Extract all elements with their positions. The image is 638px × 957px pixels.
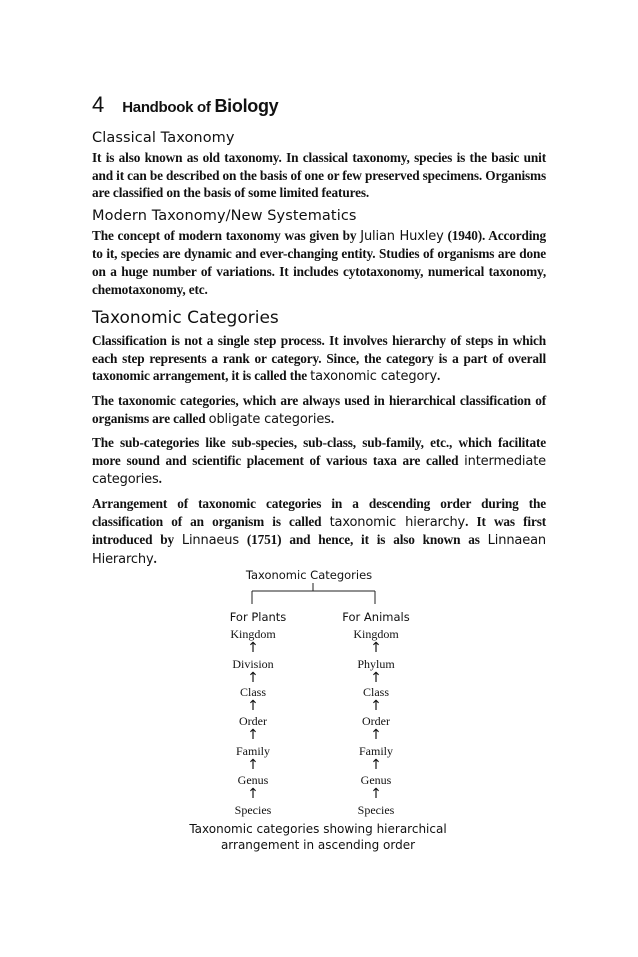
term-taxonomic-category: taxonomic category xyxy=(310,369,437,385)
animal-rank-order: Order xyxy=(362,714,390,728)
page-content xyxy=(92,92,546,574)
categories-paragraph-4 xyxy=(92,495,546,568)
book-title-prefix: Handbook of xyxy=(122,99,215,116)
term-julian-huxley: Julian Huxley xyxy=(360,228,444,244)
term-obligate-categories: obligate categories xyxy=(208,411,331,427)
taxonomic-categories-heading: Taxonomic Categories xyxy=(92,308,279,329)
categories-paragraph-2 xyxy=(92,392,546,428)
p2-before: The taxonomic categories, which are always used in hierarchical classification of organisms are called xyxy=(92,392,546,426)
page-number: 4 xyxy=(92,92,105,117)
term-linnaeus: Linnaeus xyxy=(181,533,239,549)
p1-before: Classification is not a single step process. It involves hierarchy of steps in which each step represents a rank or category. Since, the category is a part of overall taxonomic arrangement, it is called the xyxy=(92,333,546,384)
p4-b: . It was first introduced by xyxy=(92,513,547,548)
up-arrow-icon: ↑ xyxy=(370,727,382,743)
running-header xyxy=(92,92,546,118)
modern-text-before: The concept of modern taxonomy was given by xyxy=(92,227,361,243)
up-arrow-icon: ↑ xyxy=(247,727,259,743)
p4-d: . xyxy=(153,550,157,566)
book-title-main: Biology xyxy=(214,96,279,116)
animal-rank-family: Family xyxy=(358,744,394,758)
plant-rank-genus: Genus xyxy=(237,773,269,787)
animal-rank-kingdom: Kingdom xyxy=(353,627,399,641)
plant-rank-species: Species xyxy=(234,803,272,817)
term-intermediate-categories: intermediate categories xyxy=(92,453,546,488)
plant-rank-class: Class xyxy=(239,685,267,699)
caption-line-1: Taxonomic categories showing hierarchical xyxy=(189,822,447,836)
diagram-caption xyxy=(189,821,446,853)
animal-rank-class: Class xyxy=(362,685,390,699)
up-arrow-icon: ↑ xyxy=(247,640,259,656)
modern-taxonomy-paragraph xyxy=(92,227,546,298)
p3-before: The sub-categories like sub-species, sub-class, sub-family, etc., which facilitate more sound and scientific placement of various taxa are called xyxy=(92,435,546,468)
categories-paragraph-1 xyxy=(92,332,546,386)
term-taxonomic-hierarchy: taxonomic hierarchy xyxy=(329,514,466,530)
categories-paragraph-3 xyxy=(92,434,546,489)
plant-rank-family: Family xyxy=(235,744,271,758)
p1-after: . xyxy=(436,368,441,384)
animal-rank-species: Species xyxy=(357,803,395,817)
plant-rank-division: Division xyxy=(232,657,274,671)
classical-taxonomy-heading: Classical Taxonomy xyxy=(92,130,235,146)
book-title xyxy=(122,96,278,117)
animal-rank-phylum: Phylum xyxy=(357,657,395,671)
up-arrow-icon: ↑ xyxy=(370,670,382,686)
plant-rank-kingdom: Kingdom xyxy=(230,627,276,641)
up-arrow-icon: ↑ xyxy=(247,757,259,773)
animals-heading: For Animals xyxy=(342,610,410,624)
up-arrow-icon: ↑ xyxy=(370,786,382,802)
p4-c: (1751) and hence, it is also known as xyxy=(238,532,488,548)
up-arrow-icon: ↑ xyxy=(370,640,382,656)
p2-after: . xyxy=(330,410,334,426)
up-arrow-icon: ↑ xyxy=(370,757,382,773)
up-arrow-icon: ↑ xyxy=(247,786,259,802)
up-arrow-icon: ↑ xyxy=(247,670,259,686)
modern-text-after: (1940). According to it, species are dynamic and ever-changing entity. Studies of organisms are done on a huge number of variations. It includes cytotaxonomy, numerical taxonomy, chemotaxonomy, etc. xyxy=(92,227,547,297)
plant-rank-order: Order xyxy=(239,714,267,728)
classical-taxonomy-paragraph: It is also known as old taxonomy. In classical taxonomy, species is the basic unit and it can be described on the basis of one or few preserved specimens. Organisms are classified on the basis of some limited features. xyxy=(92,150,546,201)
plants-heading: For Plants xyxy=(229,610,287,624)
caption-line-2: arrangement in ascending order xyxy=(220,838,416,852)
p4-a: Arrangement of taxonomic categories in a descending order during the classification of an organism is called xyxy=(92,495,546,529)
modern-taxonomy-heading: Modern Taxonomy/New Systematics xyxy=(92,207,357,224)
up-arrow-icon: ↑ xyxy=(370,698,382,714)
animal-rank-genus: Genus xyxy=(360,773,392,787)
term-linnaean-hierarchy: Linnaean Hierarchy xyxy=(92,533,546,567)
diagram-root-label: Taxonomic Categories xyxy=(245,568,373,582)
up-arrow-icon: ↑ xyxy=(247,698,259,714)
p3-after: . xyxy=(158,471,162,487)
